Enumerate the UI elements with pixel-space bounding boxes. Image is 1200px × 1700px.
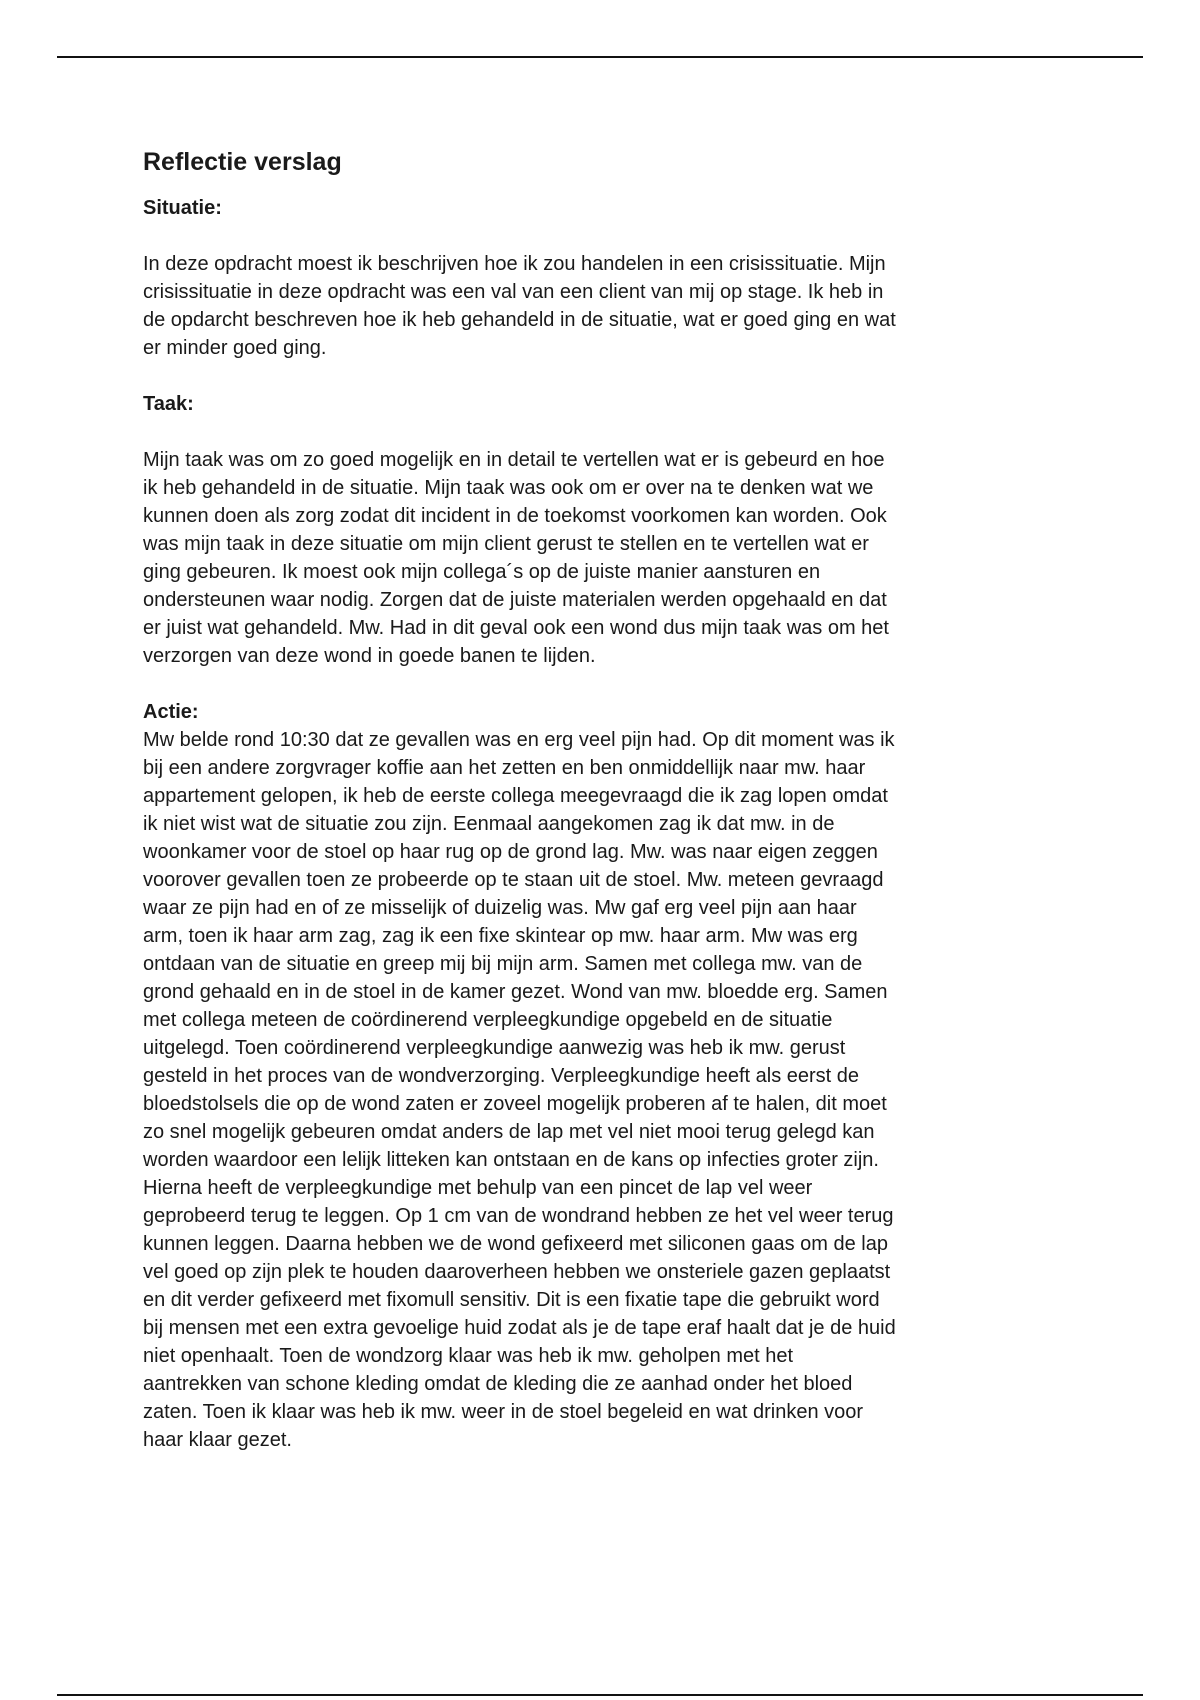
text-line: uitgelegd. Toen coördinerend verpleegkundige aanwezig was heb ik mw. gerust <box>143 1037 846 1059</box>
top-rule <box>57 56 1143 58</box>
text-line: bij mensen met een extra gevoelige huid zodat als je de tape eraf haalt dat je de huid <box>143 1317 896 1339</box>
text-line: Hierna heeft de verpleegkundige met behulp van een pincet de lap vel weer <box>143 1177 813 1199</box>
bottom-rule <box>57 1694 1143 1696</box>
text-line: aantrekken van schone kleding omdat de kleding die ze aanhad onder het bloed <box>143 1373 853 1395</box>
text-line: In deze opdracht moest ik beschrijven hoe ik zou handelen in een crisissituatie. Mijn <box>143 253 886 275</box>
text-line: de opdarcht beschreven hoe ik heb gehandeld in de situatie, wat er goed ging en wat <box>143 309 896 331</box>
heading-actie: Actie: <box>143 701 199 723</box>
text-line: haar klaar gezet. <box>143 1429 292 1451</box>
text-line: zaten. Toen ik klaar was heb ik mw. weer in de stoel begeleid en wat drinken voor <box>143 1401 864 1423</box>
heading-taak: Taak: <box>143 393 194 415</box>
text-line: en dit verder gefixeerd met fixomull sensitiv. Dit is een fixatie tape die gebruikt word <box>143 1289 880 1311</box>
text-line: waar ze pijn had en of ze misselijk of duizelig was. Mw gaf erg veel pijn aan haar <box>143 897 857 919</box>
text-line: geprobeerd terug te leggen. Op 1 cm van de wondrand hebben ze het vel weer terug <box>143 1205 894 1227</box>
text-line: verzorgen van deze wond in goede banen te lijden. <box>143 645 596 667</box>
document-body <box>143 140 1063 1454</box>
text-line: Mw belde rond 10:30 dat ze gevallen was en erg veel pijn had. Op dit moment was ik <box>143 729 895 751</box>
text-line: ging gebeuren. Ik moest ook mijn collega´s op de juiste manier aansturen en <box>143 561 821 583</box>
text-line: vel goed op zijn plek te houden daaroverheen hebben we onsteriele gazen geplaatst <box>143 1261 891 1283</box>
text-line: was mijn taak in deze situatie om mijn client gerust te stellen en te vertellen wat er <box>143 533 869 555</box>
text-line: ondersteunen waar nodig. Zorgen dat de juiste materialen werden opgehaald en dat <box>143 589 887 611</box>
paragraph-actie <box>143 726 1063 1454</box>
text-line: kunnen doen als zorg zodat dit incident in de toekomst voorkomen kan worden. Ook <box>143 505 887 527</box>
text-line: er juist wat gehandeld. Mw. Had in dit geval ook een wond dus mijn taak was om het <box>143 617 889 639</box>
text-line: crisissituatie in deze opdracht was een val van een client van mij op stage. Ik heb in <box>143 281 884 303</box>
text-line: bloedstolsels die op de wond zaten er zoveel mogelijk proberen af te halen, dit moet <box>143 1093 887 1115</box>
text-line: met collega meteen de coördinerend verpleegkundige opgebeld en de situatie <box>143 1009 833 1031</box>
text-line: grond gehaald en in de stoel in de kamer gezet. Wond van mw. bloedde erg. Samen <box>143 981 888 1003</box>
text-line: kunnen leggen. Daarna hebben we de wond gefixeerd met siliconen gaas om de lap <box>143 1233 888 1255</box>
heading-situatie: Situatie: <box>143 197 222 219</box>
text-line: ik niet wist wat de situatie zou zijn. Eenmaal aangekomen zag ik dat mw. in de <box>143 813 835 835</box>
text-line: woonkamer voor de stoel op haar rug op de grond lag. Mw. was naar eigen zeggen <box>143 841 878 863</box>
text-line: arm, toen ik haar arm zag, zag ik een fixe skintear op mw. haar arm. Mw was erg <box>143 925 858 947</box>
paragraph-taak <box>143 446 1063 670</box>
text-line: appartement gelopen, ik heb de eerste collega meegevraagd die ik zag lopen omdat <box>143 785 888 807</box>
text-line: bij een andere zorgvrager koffie aan het zetten en ben onmiddellijk naar mw. haar <box>143 757 866 779</box>
document-title: Reflectie verslag <box>143 148 342 176</box>
text-line: Mijn taak was om zo goed mogelijk en in detail te vertellen wat er is gebeurd en hoe <box>143 449 885 471</box>
text-line: zo snel mogelijk gebeuren omdat anders de lap met vel niet mooi terug gelegd kan <box>143 1121 875 1143</box>
text-line: niet openhaalt. Toen de wondzorg klaar was heb ik mw. geholpen met het <box>143 1345 794 1367</box>
text-line: ontdaan van de situatie en greep mij bij mijn arm. Samen met collega mw. van de <box>143 953 863 975</box>
text-line: er minder goed ging. <box>143 337 327 359</box>
paragraph-situatie <box>143 250 1063 362</box>
text-line: ik heb gehandeld in de situatie. Mijn taak was ook om er over na te denken wat we <box>143 477 874 499</box>
text-line: voorover gevallen toen ze probeerde op te staan uit de stoel. Mw. meteen gevraagd <box>143 869 884 891</box>
text-line: gesteld in het proces van de wondverzorging. Verpleegkundige heeft als eerst de <box>143 1065 860 1087</box>
text-line: worden waardoor een lelijk litteken kan ontstaan en de kans op infecties groter zijn. <box>143 1149 879 1171</box>
